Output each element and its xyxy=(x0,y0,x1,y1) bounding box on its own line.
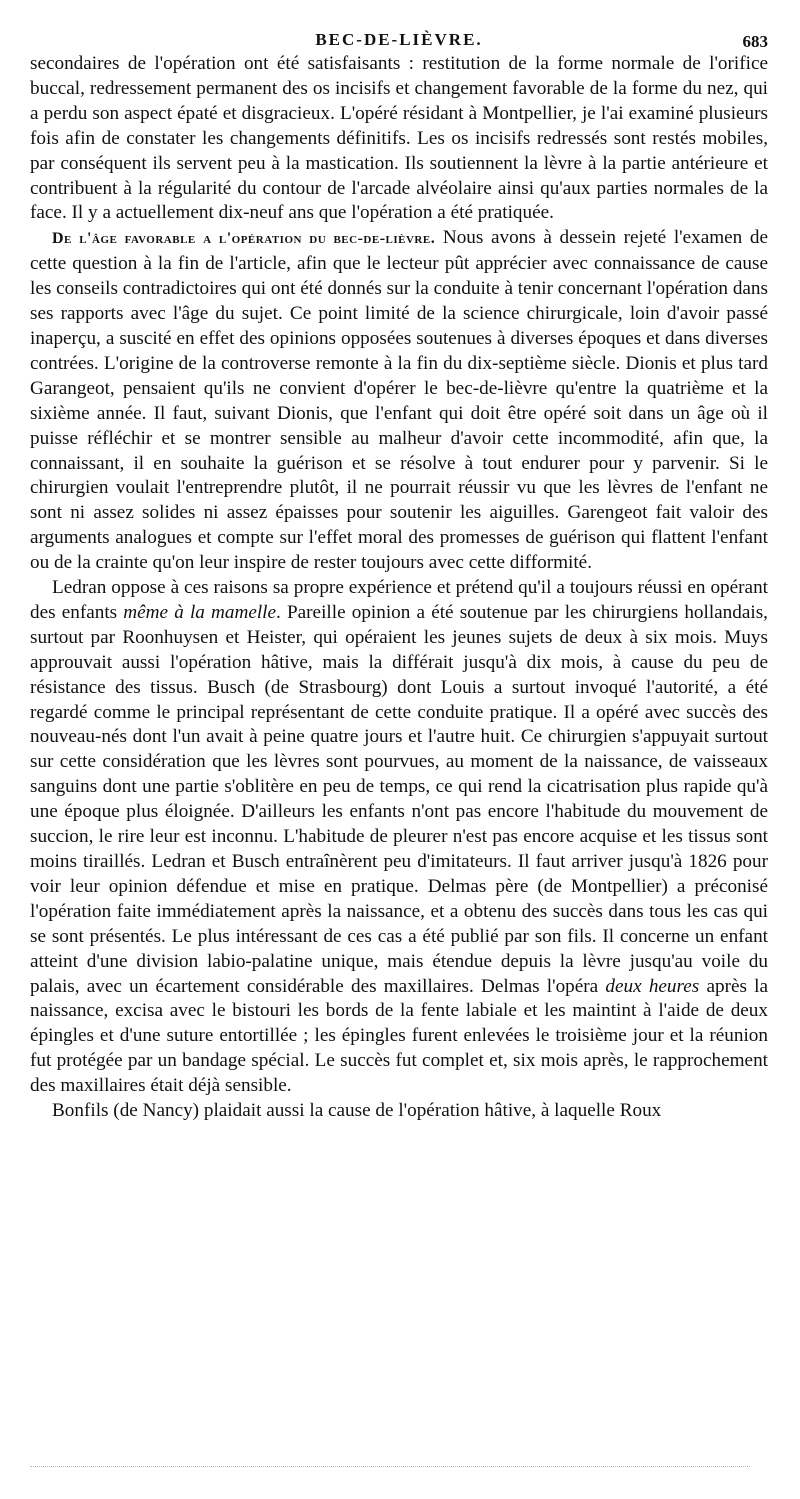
paragraph-ledran xyxy=(30,576,768,1099)
italic-phrase: deux heures xyxy=(605,975,700,997)
running-title: BEC-DE-LIÈVRE. xyxy=(315,30,483,49)
book-page xyxy=(30,22,768,1124)
paragraph-text: Nous avons à dessein rejeté l'examen de cette question à la fin de l'article, afin que le lecteur pût apprécier avec connaissance de cause les conseils contradictoires qui ont été donnés sur la conduite à tenir concernant l'opération dans ses rapports avec l'âge du sujet. Ce point limité de la science chirurgicale, loin d'avoir passé inaperçu, a suscité en effet des opinions opposées soutenues à diverses époques et dans diverses contrées. L'origine de la controverse remonte à la fin du dix-septième siècle. Dionis et plus tard Garangeot, pensaient qu'ils ne convient d'opérer le bec-de-lièvre qu'entre la quatrième et la sixième année. Il faut, suivant Dionis, que l'enfant qui doit être opéré soit dans un âge où il puisse réfléchir et se montrer sensible au malheur d'avoir cette incommodité, afin que, la connaissant, il en souhaite la guérison et se résolve à tout endurer pour y parvenir. Si le chirurgien voulait l'entreprendre plutôt, il ne pourrait réussir vu que les lèvres de l'enfant ne sont ni assez solides ni assez épaisses pour soutenir les aiguilles. Garengeot fait valoir des arguments analogues et compte sur l'effet moral des promesses de guérison qui flattent l'enfant ou de la crainte qu'on leur inspire de rester toujours avec cette difformité. xyxy=(30,227,768,574)
section-heading: De l'âge favorable a l'opération du bec-de-lièvre. xyxy=(52,230,436,248)
text-run: . Pareille opinion a été soutenue par les chirurgiens hollandais, surtout par Roonhuysen et Heister, qui opéraient les jeunes sujets de deux à six mois. Muys approuvait aussi l'opération hâtive, mais la différait jusqu'à dix mois, à cause du peu de résistance des tissus. Busch (de Strasbourg) dont Louis a surtout invoqué l'autorité, a été regardé comme le principal représentant de cette conduite pratique. Il a opéré avec succès des nouveau-nés dont l'un avait à peine quatre jours et l'autre huit. Ce chirurgien s'appuyait surtout sur cette considération que les lèvres sont pourvues, au moment de la naissance, de vaisseaux sanguins dont une partie s'oblitère en peu de temps, ce qui rend la cicatrisation plus rapide qu'à une époque plus éloignée. D'ailleurs les enfants n'ont pas encore l'habitude du mouvement de succion, le rire leur est inconnu. L'habitude de pleurer n'est pas encore acquise et les tissus sont moins tiraillés. Ledran et Busch entraînèrent peu d'imitateurs. Il faut arriver jusqu'à 1826 pour voir leur opinion défendue et mise en pratique. Delmas père (de Montpellier) a préconisé l'opération faite immédiatement après la naissance, et a obtenu des succès dans tous les cas qui se sont présentés. Le plus intéressant de ces cas a été publié par son fils. Il concerne un enfant atteint d'une division labio-palatine unique, mais étendue depuis la lèvre jusqu'au voile du palais, avec un écartement considérable des maxillaires. Delmas l'opéra xyxy=(30,601,768,997)
text-run: Ledran oppose à ces raisons sa propre expérience et prétend qu'il a toujours réussi en opérant des enfants xyxy=(30,577,768,623)
paragraph-continuation: secondaires de l'opération ont été satisfaisants : restitution de la forme normale de l'orifice buccal, redressement permanent des os incisifs et changement favorable de la forme du nez, qui a perdu son aspect épaté et disgracieux. L'opéré résidant à Montpellier, je l'ai examiné plusieurs fois afin de constater les changements définitifs. Les os incisifs redressés sont restés mobiles, par conséquent ils servent peu à la mastication. Ils soutiennent la lèvre à la partie antérieure et contribuent à la régularité du contour de l'arcade alvéolaire ainsi qu'aux parties normales de la face. Il y a actuellement dix-neuf ans que l'opération a été pratiquée. xyxy=(30,53,768,224)
paragraph-bonfils: Bonfils (de Nancy) plaidait aussi la cause de l'opération hâtive, à laquelle Roux xyxy=(52,1100,662,1122)
page-number: 683 xyxy=(742,32,768,51)
paragraph-age-favorable xyxy=(30,226,768,576)
bottom-rule xyxy=(30,1466,750,1467)
text-run: après la naissance, excisa avec le bistouri les bords de la fente labiale et les maintint à l'aide de deux épingles et d'une suture entortillée ; les épingles furent enlevées le troisième jour et la réunion fut protégée par un bandage spécial. Le succès fut complet et, six mois après, le rapprochement des maxillaires était déjà sensible. xyxy=(30,975,768,1097)
italic-phrase: même à la mamelle xyxy=(123,601,277,623)
running-head xyxy=(30,22,768,52)
